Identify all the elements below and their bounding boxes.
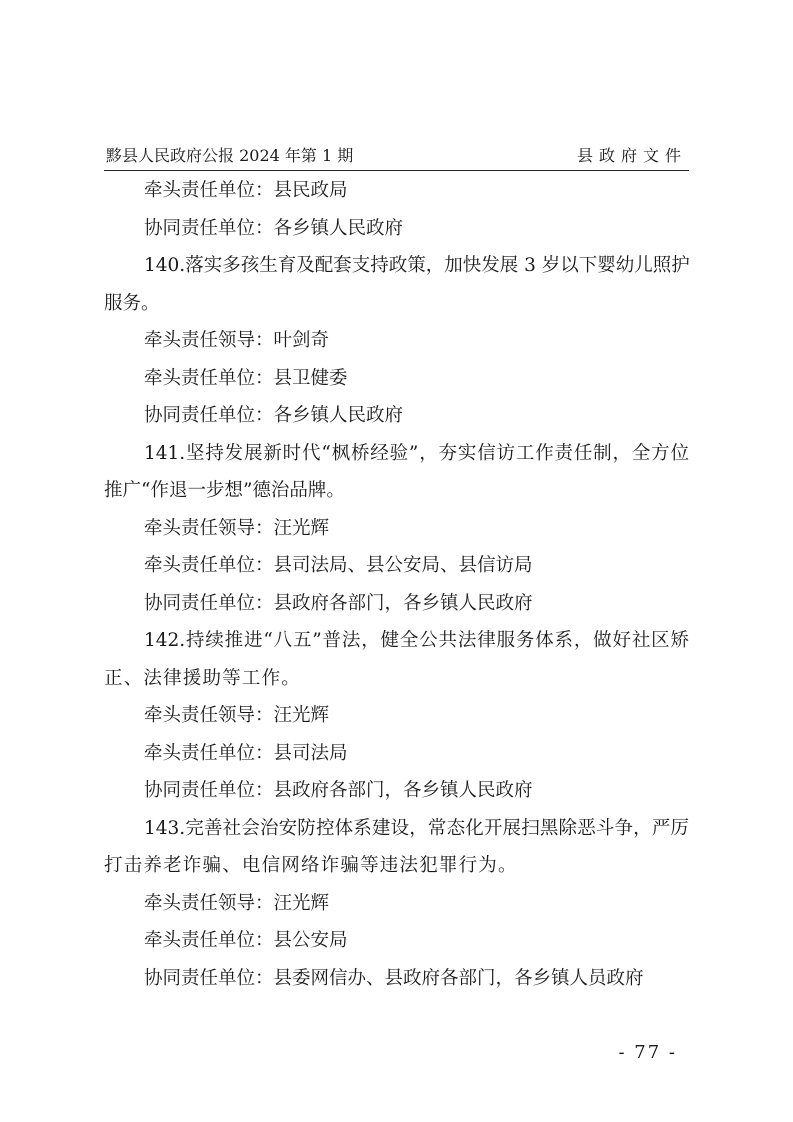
text-line: 协同责任单位：县政府各部门，各乡镇人民政府 [144, 780, 533, 801]
task-item-141: 141.坚持发展新时代“枫桥经验”，夯实信访工作责任制，全方位 [144, 442, 689, 464]
document-body [104, 172, 689, 997]
text-line: 牵头责任单位：县公安局 [144, 930, 348, 951]
text-line: 正、法律援助等工作。 [104, 667, 302, 689]
page-number: - 77 - [618, 1042, 677, 1063]
text-line: 牵头责任单位：县司法局、县公安局、县信访局 [144, 555, 533, 576]
text-line: 协同责任单位：县委网信办、县政府各部门，各乡镇人员政府 [144, 967, 644, 989]
task-item-142: 142.持续推进“八五”普法，健全公共法律服务体系，做好社区矫 [144, 630, 689, 651]
running-header [104, 140, 689, 171]
text-line: 牵头责任单位：县司法局 [144, 742, 348, 764]
text-line: 服务。 [104, 292, 160, 314]
text-line: 牵头责任领导：叶剑奇 [144, 330, 330, 351]
text-line: 推广“作退一步想”德治品牌。 [104, 480, 345, 501]
header-section-title: 县政府文件 [576, 146, 687, 165]
header-publication-title: 黟县人民政府公报 2024 年第 1 期 [106, 146, 354, 165]
text-line: 协同责任单位：各乡镇人民政府 [144, 405, 404, 426]
text-line: 牵头责任单位：县民政局 [144, 180, 348, 201]
text-line: 牵头责任领导：汪光辉 [144, 892, 330, 914]
text-line: 牵头责任单位：县卫健委 [144, 367, 348, 389]
text-line: 协同责任单位：县政府各部门，各乡镇人民政府 [144, 592, 533, 614]
task-item-143: 143.完善社会治安防控体系建设，常态化开展扫黑除恶斗争，严厉 [144, 817, 689, 839]
text-line: 牵头责任领导：汪光辉 [144, 517, 330, 539]
text-line: 牵头责任领导：汪光辉 [144, 705, 330, 726]
task-item-140: 140.落实多孩生育及配套支持政策，加快发展 3 岁以下婴幼儿照护 [144, 255, 690, 276]
text-line: 打击养老诈骗、电信网络诈骗等违法犯罪行为。 [104, 855, 518, 876]
text-line: 协同责任单位：各乡镇人民政府 [144, 217, 404, 239]
